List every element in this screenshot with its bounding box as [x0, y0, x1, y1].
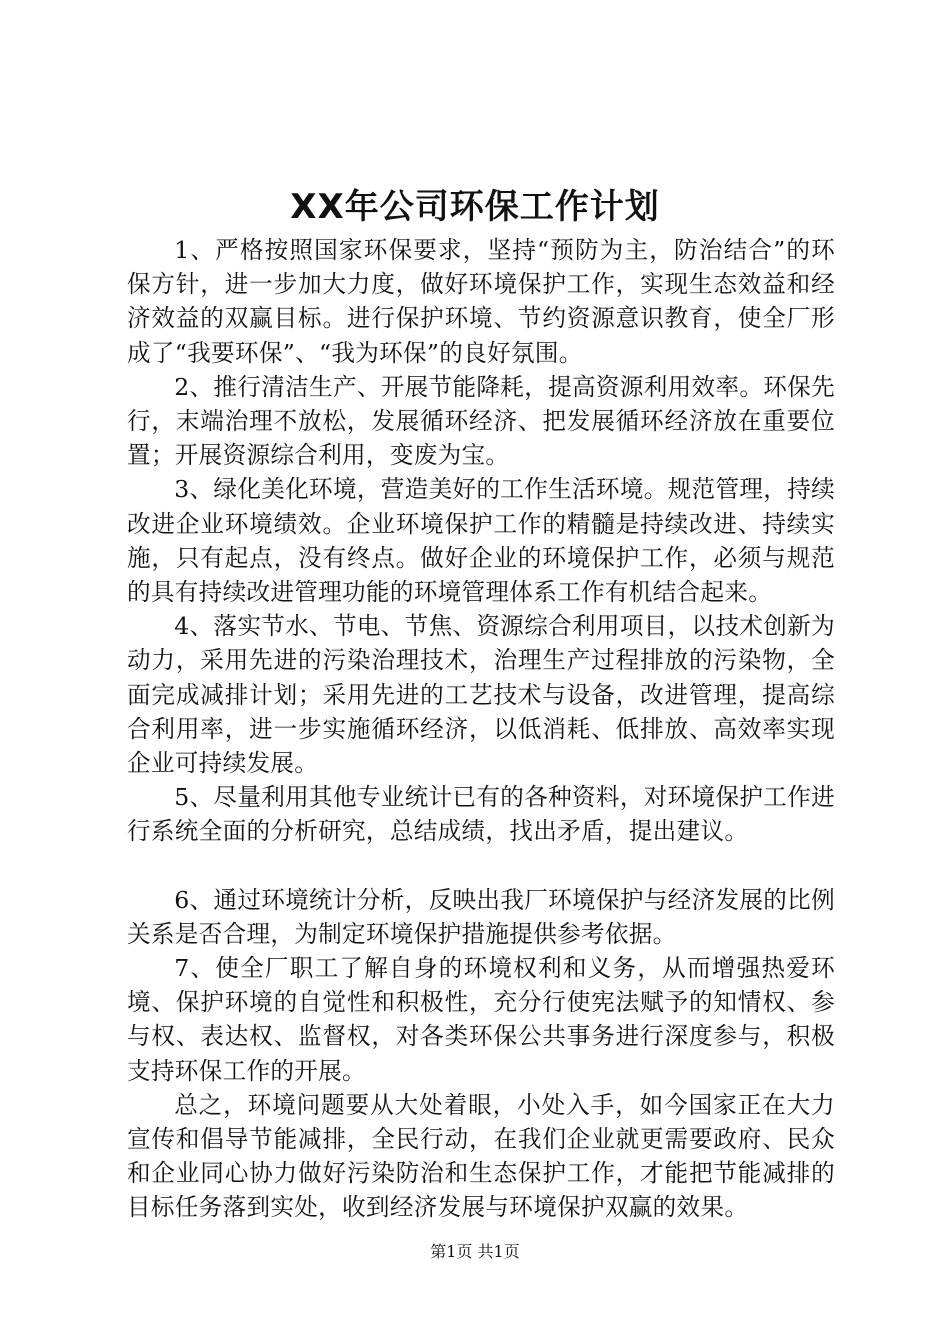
document-title: XX年公司环保工作计划	[290, 187, 660, 227]
paragraph-6: 6、通过环境统计分析，反映出我厂环境保护与经济发展的比例关系是否合理，为制定环境保护措施提供参考依据。	[127, 885, 835, 948]
paragraph-spacer	[127, 849, 835, 883]
paragraph-2: 2、推行清洁生产、开展节能降耗，提高资源利用效率。环保先行，末端治理不放松，发展循环经济、把发展循环经济放在重要位置；开展资源综合利用，变废为宝。	[127, 372, 835, 470]
paragraph-1: 1、严格按照国家环保要求，坚持“预防为主，防治结合”的环保方针，进一步加大力度，做好环境保护工作，实现生态效益和经济效益的双赢目标。进行保护环境、节约资源意识教育，使全厂形成了“我要环保”、“我为环保”的良好氛围。	[127, 236, 835, 367]
document-body	[127, 233, 835, 1225]
paragraph-5: 5、尽量利用其他专业统计已有的各种资料，对环境保护工作进行系统全面的分析研究，总结成绩，找出矛盾，提出建议。	[127, 783, 835, 846]
paragraph-3: 3、绿化美化环境，营造美好的工作生活环境。规范管理，持续改进企业环境绩效。企业环境保护工作的精髓是持续改进、持续实施，只有起点，没有终点。做好企业的环境保护工作，必须与规范的具有持续改进管理功能的环境管理体系工作有机结合起来。	[127, 475, 835, 607]
paragraph-conclusion: 总之，环境问题要从大处着眼，小处入手，如今国家正在大力宣传和倡导节能减排，全民行动，在我们企业就更需要政府、民众和企业同心协力做好污染防治和生态保护工作，才能把节能减排的目标任务落到实处，收到经济发展与环境保护双赢的效果。	[127, 1090, 835, 1222]
paragraph-7: 7、使全厂职工了解自身的环境权利和义务，从而增强热爱环境、保护环境的自觉性和积极性，充分行使宪法赋予的知情权、参与权、表达权、监督权，对各类环保公共事务进行深度参与，积极支持环保工作的开展。	[127, 954, 835, 1085]
page-number-footer: 第1页 共1页	[430, 1242, 520, 1261]
paragraph-4: 4、落实节水、节电、节焦、资源综合利用项目，以技术创新为动力，采用先进的污染治理技术，治理生产过程排放的污染物，全面完成减排计划；采用先进的工艺技术与设备，改进管理，提高综合利用率，进一步实施循环经济，以低消耗、低排放、高效率实现企业可持续发展。	[127, 612, 835, 778]
